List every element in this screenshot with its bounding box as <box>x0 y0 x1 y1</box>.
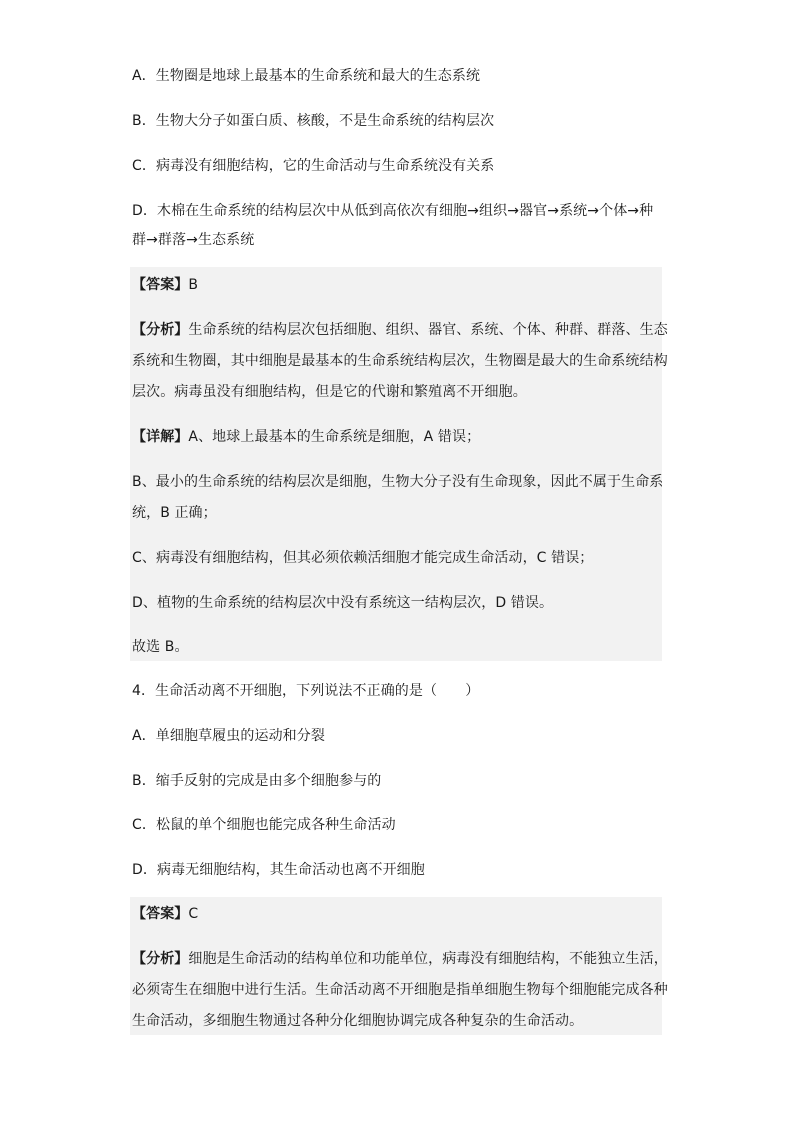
q4-answer-tag: 【答案】 <box>132 906 189 922</box>
detail-line-2: B、最小的生命系统的结构层次是细胞，生物大分子没有生命现象，因此不属于生命系 <box>132 474 664 490</box>
analysis-line-3: 层次。病毒虽没有细胞结构，但是它的代谢和繁殖离不开细胞。 <box>132 384 527 400</box>
analysis-tag: 【分析】 <box>132 322 189 338</box>
detail-line-4: C、病毒没有细胞结构，但其必须依赖活细胞才能完成生命活动，C 错误； <box>132 550 594 566</box>
option-d-continued: 群→群落→生态系统 <box>132 232 255 248</box>
detail-tag: 【详解】 <box>132 429 189 445</box>
detail-text: A、地球上最基本的生命系统是细胞，A 错误； <box>188 429 481 445</box>
analysis-text: 生命系统的结构层次包括细胞、组织、器官、系统、个体、种群、群落、生态 <box>188 322 668 338</box>
detail-line-1 <box>132 427 662 447</box>
q4-option-d: D．病毒无细胞结构，其生命活动也离不开细胞 <box>132 862 425 878</box>
q4-analysis-line-2: 必须寄生在细胞中进行生活。生命活动离不开细胞是指单细胞生物每个细胞能完成各种 <box>132 982 668 998</box>
option-d: D．木棉在生命系统的结构层次中从低到高依次有细胞→组织→器官→系统→个体→种 <box>132 203 654 219</box>
detail-line-5: D、植物的生命系统的结构层次中没有系统这一结构层次，D 错误。 <box>132 595 554 611</box>
answer-line <box>132 275 662 295</box>
analysis-line-2: 系统和生物圈，其中细胞是最基本的生命系统结构层次，生物圈是最大的生命系统结构 <box>132 353 668 369</box>
detail-line-3: 统，B 正确； <box>132 505 217 521</box>
q4-analysis-text: 细胞是生命活动的结构单位和功能单位，病毒没有细胞结构，不能独立生活， <box>188 951 668 967</box>
answer-value: B <box>188 277 199 293</box>
q4-answer-value: C <box>188 906 199 922</box>
q4-analysis-tag: 【分析】 <box>132 951 189 967</box>
q4-analysis-line-3: 生命活动，多细胞生物通过各种分化细胞协调完成各种复杂的生命活动。 <box>132 1013 584 1029</box>
analysis-line-1 <box>132 320 668 340</box>
q4-option-b: B．缩手反射的完成是由多个细胞参与的 <box>132 773 382 789</box>
q4-option-a: A．单细胞草履虫的运动和分裂 <box>132 728 325 744</box>
conclusion-line: 故选 B。 <box>132 639 189 655</box>
q4-answer-line <box>132 904 662 924</box>
q4-analysis-line-1 <box>132 949 668 969</box>
option-c: C．病毒没有细胞结构，它的生命活动与生命系统没有关系 <box>132 158 495 174</box>
question-4-stem: 4．生命活动离不开细胞，下列说法不正确的是（ ） <box>132 683 480 699</box>
option-a: A．生物圈是地球上最基本的生命系统和最大的生态系统 <box>132 68 481 84</box>
q4-option-c: C．松鼠的单个细胞也能完成各种生命活动 <box>132 817 396 833</box>
answer-tag: 【答案】 <box>132 277 189 293</box>
option-b: B．生物大分子如蛋白质、核酸，不是生命系统的结构层次 <box>132 113 495 129</box>
